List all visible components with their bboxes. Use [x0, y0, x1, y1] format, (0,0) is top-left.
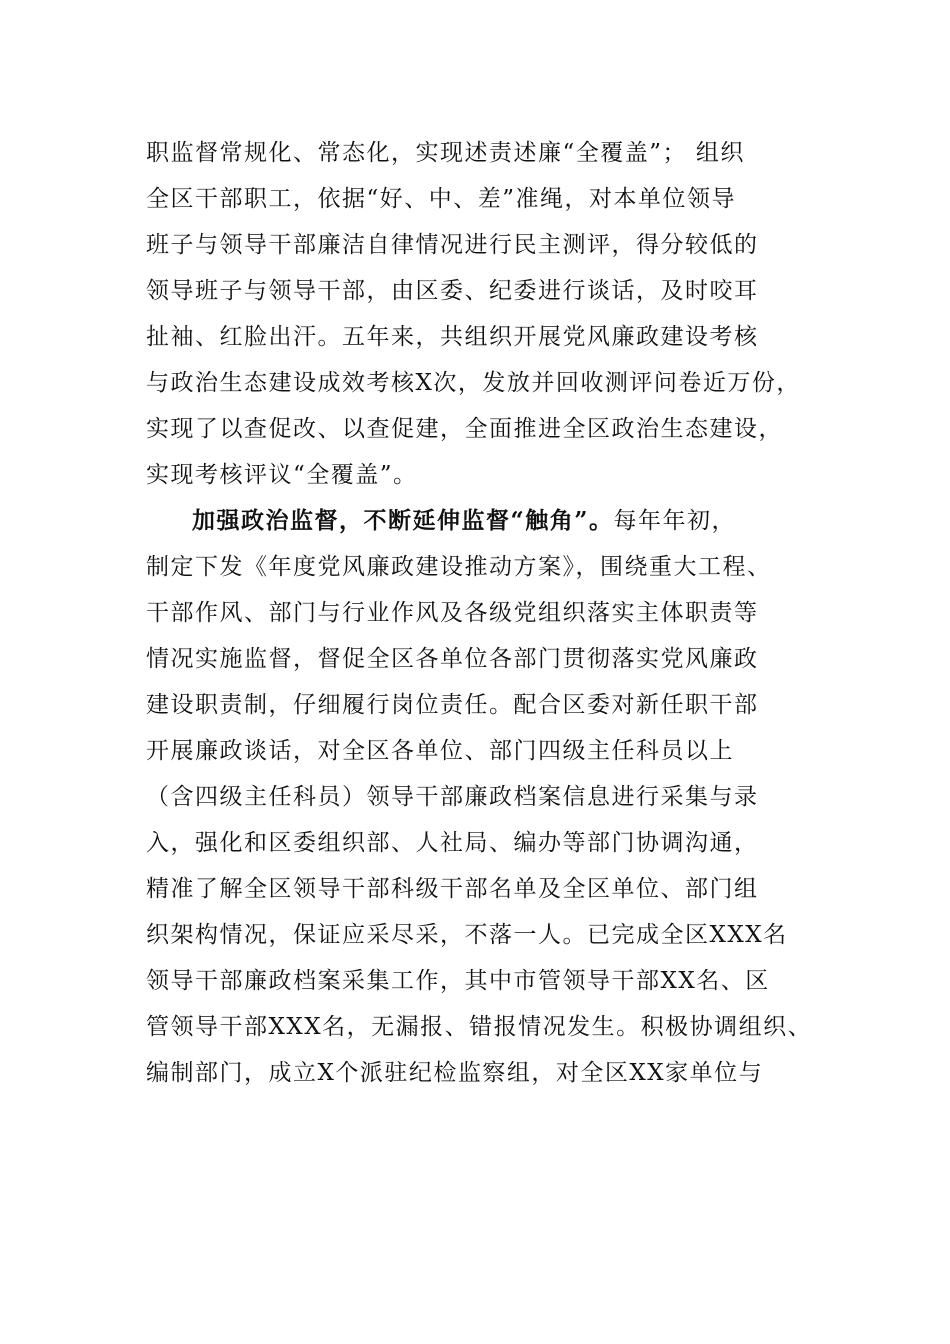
text-line: 制定下发《年度党风廉政建设推动方案》，围绕重大工程、: [146, 554, 772, 580]
text-line: 与政治生态建设成效考核X次，发放并回收测评问卷近万份，: [146, 370, 801, 396]
text-line: 班子与领导干部廉洁自律情况进行民主测评，得分较低的: [146, 232, 759, 258]
paragraph-first-text: 每年年初，: [613, 508, 736, 534]
text-line: （含四级主任科员）领导干部廉政档案信息进行采集与录: [146, 784, 759, 810]
text-line: 管领导干部XXX名，无漏报、错报情况发生。积极协调组织、: [146, 1014, 813, 1040]
text-line: 开展廉政谈话，对全区各单位、部门四级主任科员以上: [146, 738, 734, 764]
text-line: 扯袖、红脸出汗。五年来，共组织开展党风廉政建设考核: [146, 324, 759, 350]
paragraph-heading: 加强政治监督，不断延伸监督“触角”。: [192, 507, 614, 534]
text-line: 建设职责制，仔细履行岗位责任。配合区委对新任职干部: [146, 692, 759, 718]
text-line: 职监督常规化、常态化，实现述责述廉“全覆盖”； 组织: [146, 140, 745, 166]
text-line: 织架构情况，保证应采尽采，不落一人。已完成全区XXX名: [146, 922, 788, 948]
text-line: 精准了解全区领导干部科级干部名单及全区单位、部门组: [146, 876, 759, 902]
text-line: 领导干部廉政档案采集工作，其中市管领导干部XX名、区: [146, 968, 770, 994]
text-line: 入，强化和区委组织部、人社局、编办等部门协调沟通，: [146, 830, 759, 856]
paragraph-first-line: [146, 498, 836, 544]
text-line: 情况实施监督，督促全区各单位各部门贯彻落实党风廉政: [146, 646, 759, 672]
document-body: [146, 130, 836, 1096]
text-line: 实现考核评议“全覆盖”。: [146, 462, 418, 488]
text-line: 编制部门，成立X个派驻纪检监察组，对全区XX家单位与: [146, 1060, 764, 1086]
text-line: 干部作风、部门与行业作风及各级党组织落实主体职责等: [146, 600, 759, 626]
text-line: 领导班子与领导干部，由区委、纪委进行谈话，及时咬耳: [146, 278, 759, 304]
text-line: 全区干部职工，依据“好、中、差”准绳，对本单位领导: [146, 186, 737, 212]
text-line: 实现了以查促改、以查促建，全面推进全区政治生态建设，: [146, 416, 783, 442]
